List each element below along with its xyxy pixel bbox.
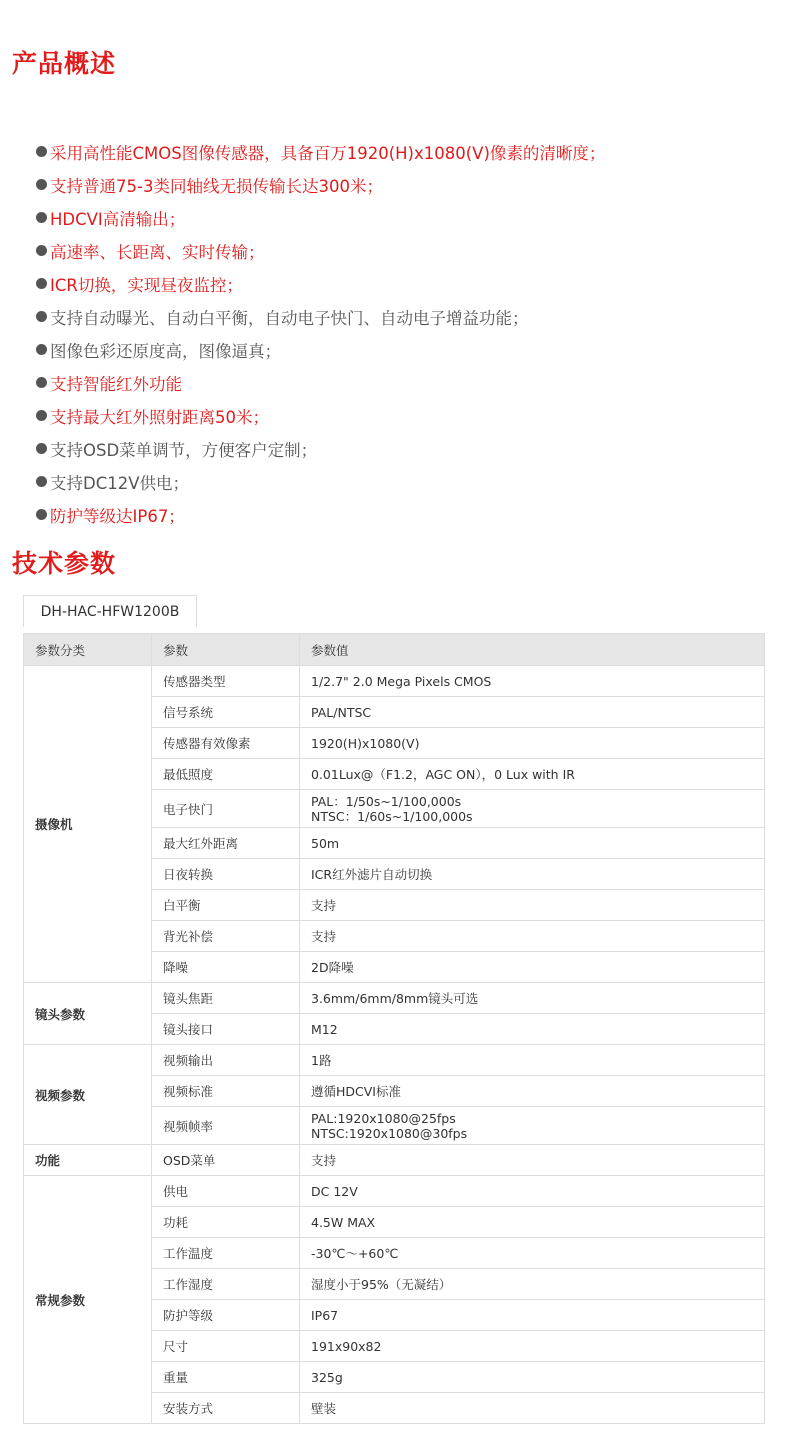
bullet-icon <box>36 278 47 289</box>
param-cell: 工作温度 <box>152 1238 300 1269</box>
table-row <box>24 666 765 697</box>
feature-item <box>36 234 605 267</box>
category-cell: 摄像机 <box>24 666 152 983</box>
bullet-icon <box>36 179 47 190</box>
value-cell <box>300 1107 765 1145</box>
feature-text: 支持自动曝光、自动白平衡，自动电子快门、自动电子增益功能； <box>50 308 529 328</box>
value-cell: 湿度小于95%（无凝结） <box>300 1269 765 1300</box>
table-row <box>24 1145 765 1176</box>
category-cell: 视频参数 <box>24 1045 152 1145</box>
value-cell: M12 <box>300 1014 765 1045</box>
feature-item <box>36 432 605 465</box>
overview-title: 产品概述 <box>12 49 117 78</box>
param-cell: OSD菜单 <box>152 1145 300 1176</box>
bullet-icon <box>36 146 47 157</box>
bullet-icon <box>36 344 47 355</box>
value-cell: 4.5W MAX <box>300 1207 765 1238</box>
category-cell: 镜头参数 <box>24 983 152 1045</box>
feature-text: 支持OSD菜单调节，方便客户定制； <box>50 440 318 460</box>
bullet-icon <box>36 245 47 256</box>
value-cell: 支持 <box>300 1145 765 1176</box>
feature-item <box>36 201 605 234</box>
value-cell: 遵循HDCVI标准 <box>300 1076 765 1107</box>
param-cell: 视频标准 <box>152 1076 300 1107</box>
spec-table <box>23 633 765 1424</box>
value-cell: -30℃～+60℃ <box>300 1238 765 1269</box>
specs-title: 技术参数 <box>12 549 117 578</box>
bullet-icon <box>36 443 47 454</box>
bullet-icon <box>36 410 47 421</box>
param-cell: 工作湿度 <box>152 1269 300 1300</box>
param-cell: 信号系统 <box>152 697 300 728</box>
value-cell <box>300 790 765 828</box>
value-line: NTSC：1/60s~1/100,000s <box>311 808 473 824</box>
header-value: 参数值 <box>300 634 765 666</box>
param-cell: 镜头焦距 <box>152 983 300 1014</box>
feature-item <box>36 267 605 300</box>
category-cell: 功能 <box>24 1145 152 1176</box>
feature-text: 高速率、长距离、实时传输； <box>50 242 265 262</box>
value-cell: 1920(H)x1080(V) <box>300 728 765 759</box>
feature-item <box>36 465 605 498</box>
value-cell: 191x90x82 <box>300 1331 765 1362</box>
feature-text: 支持普通75-3类同轴线无损传输长达300米； <box>50 176 383 196</box>
param-cell: 最低照度 <box>152 759 300 790</box>
header-param: 参数 <box>152 634 300 666</box>
param-cell: 降噪 <box>152 952 300 983</box>
feature-item <box>36 300 605 333</box>
param-cell: 最大红外距离 <box>152 828 300 859</box>
header-category: 参数分类 <box>24 634 152 666</box>
param-cell: 防护等级 <box>152 1300 300 1331</box>
feature-item <box>36 366 605 399</box>
param-cell: 镜头接口 <box>152 1014 300 1045</box>
value-cell: 3.6mm/6mm/8mm镜头可选 <box>300 983 765 1014</box>
value-cell: 支持 <box>300 890 765 921</box>
bullet-icon <box>36 212 47 223</box>
feature-item <box>36 333 605 366</box>
feature-text: 支持最大红外照射距离50米； <box>50 407 269 427</box>
param-cell: 供电 <box>152 1176 300 1207</box>
value-cell: 壁装 <box>300 1393 765 1424</box>
feature-text: 图像色彩还原度高，图像逼真； <box>50 341 281 361</box>
feature-list <box>36 135 605 531</box>
value-cell: PAL/NTSC <box>300 697 765 728</box>
value-cell: 1/2.7" 2.0 Mega Pixels CMOS <box>300 666 765 697</box>
table-header-row <box>24 634 765 666</box>
param-cell: 传感器有效像素 <box>152 728 300 759</box>
param-cell: 功耗 <box>152 1207 300 1238</box>
feature-text: HDCVI高清输出； <box>50 209 186 229</box>
param-cell: 安装方式 <box>152 1393 300 1424</box>
param-cell: 尺寸 <box>152 1331 300 1362</box>
table-row <box>24 1176 765 1207</box>
value-cell: 0.01Lux@（F1.2，AGC ON），0 Lux with IR <box>300 759 765 790</box>
feature-text: 采用高性能CMOS图像传感器，具备百万1920(H)x1080(V)像素的清晰度； <box>50 143 606 163</box>
value-cell: 50m <box>300 828 765 859</box>
param-cell: 日夜转换 <box>152 859 300 890</box>
bullet-icon <box>36 509 47 520</box>
value-cell: 支持 <box>300 921 765 952</box>
feature-text: 支持智能红外功能 <box>50 374 182 394</box>
value-cell: ICR红外滤片自动切换 <box>300 859 765 890</box>
param-cell: 电子快门 <box>152 790 300 828</box>
feature-item <box>36 399 605 432</box>
feature-text: ICR切换，实现昼夜监控； <box>50 275 243 295</box>
value-cell: DC 12V <box>300 1176 765 1207</box>
value-cell: 325g <box>300 1362 765 1393</box>
param-cell: 视频输出 <box>152 1045 300 1076</box>
param-cell: 视频帧率 <box>152 1107 300 1145</box>
value-line: PAL:1920x1080@25fps <box>311 1110 456 1126</box>
value-line: NTSC:1920x1080@30fps <box>311 1125 468 1141</box>
value-cell: 2D降噪 <box>300 952 765 983</box>
feature-item <box>36 498 605 531</box>
table-row <box>24 983 765 1014</box>
value-cell: IP67 <box>300 1300 765 1331</box>
feature-item <box>36 135 605 168</box>
param-cell: 重量 <box>152 1362 300 1393</box>
param-cell: 白平衡 <box>152 890 300 921</box>
feature-text: 防护等级达IP67； <box>50 506 185 526</box>
value-line: PAL：1/50s~1/100,000s <box>311 793 462 809</box>
category-cell: 常规参数 <box>24 1176 152 1424</box>
bullet-icon <box>36 377 47 388</box>
param-cell: 背光补偿 <box>152 921 300 952</box>
model-tab[interactable]: DH-HAC-HFW1200B <box>23 595 197 627</box>
value-cell: 1路 <box>300 1045 765 1076</box>
bullet-icon <box>36 476 47 487</box>
bullet-icon <box>36 311 47 322</box>
param-cell: 传感器类型 <box>152 666 300 697</box>
table-row <box>24 1045 765 1076</box>
feature-text: 支持DC12V供电； <box>50 473 190 493</box>
feature-item <box>36 168 605 201</box>
